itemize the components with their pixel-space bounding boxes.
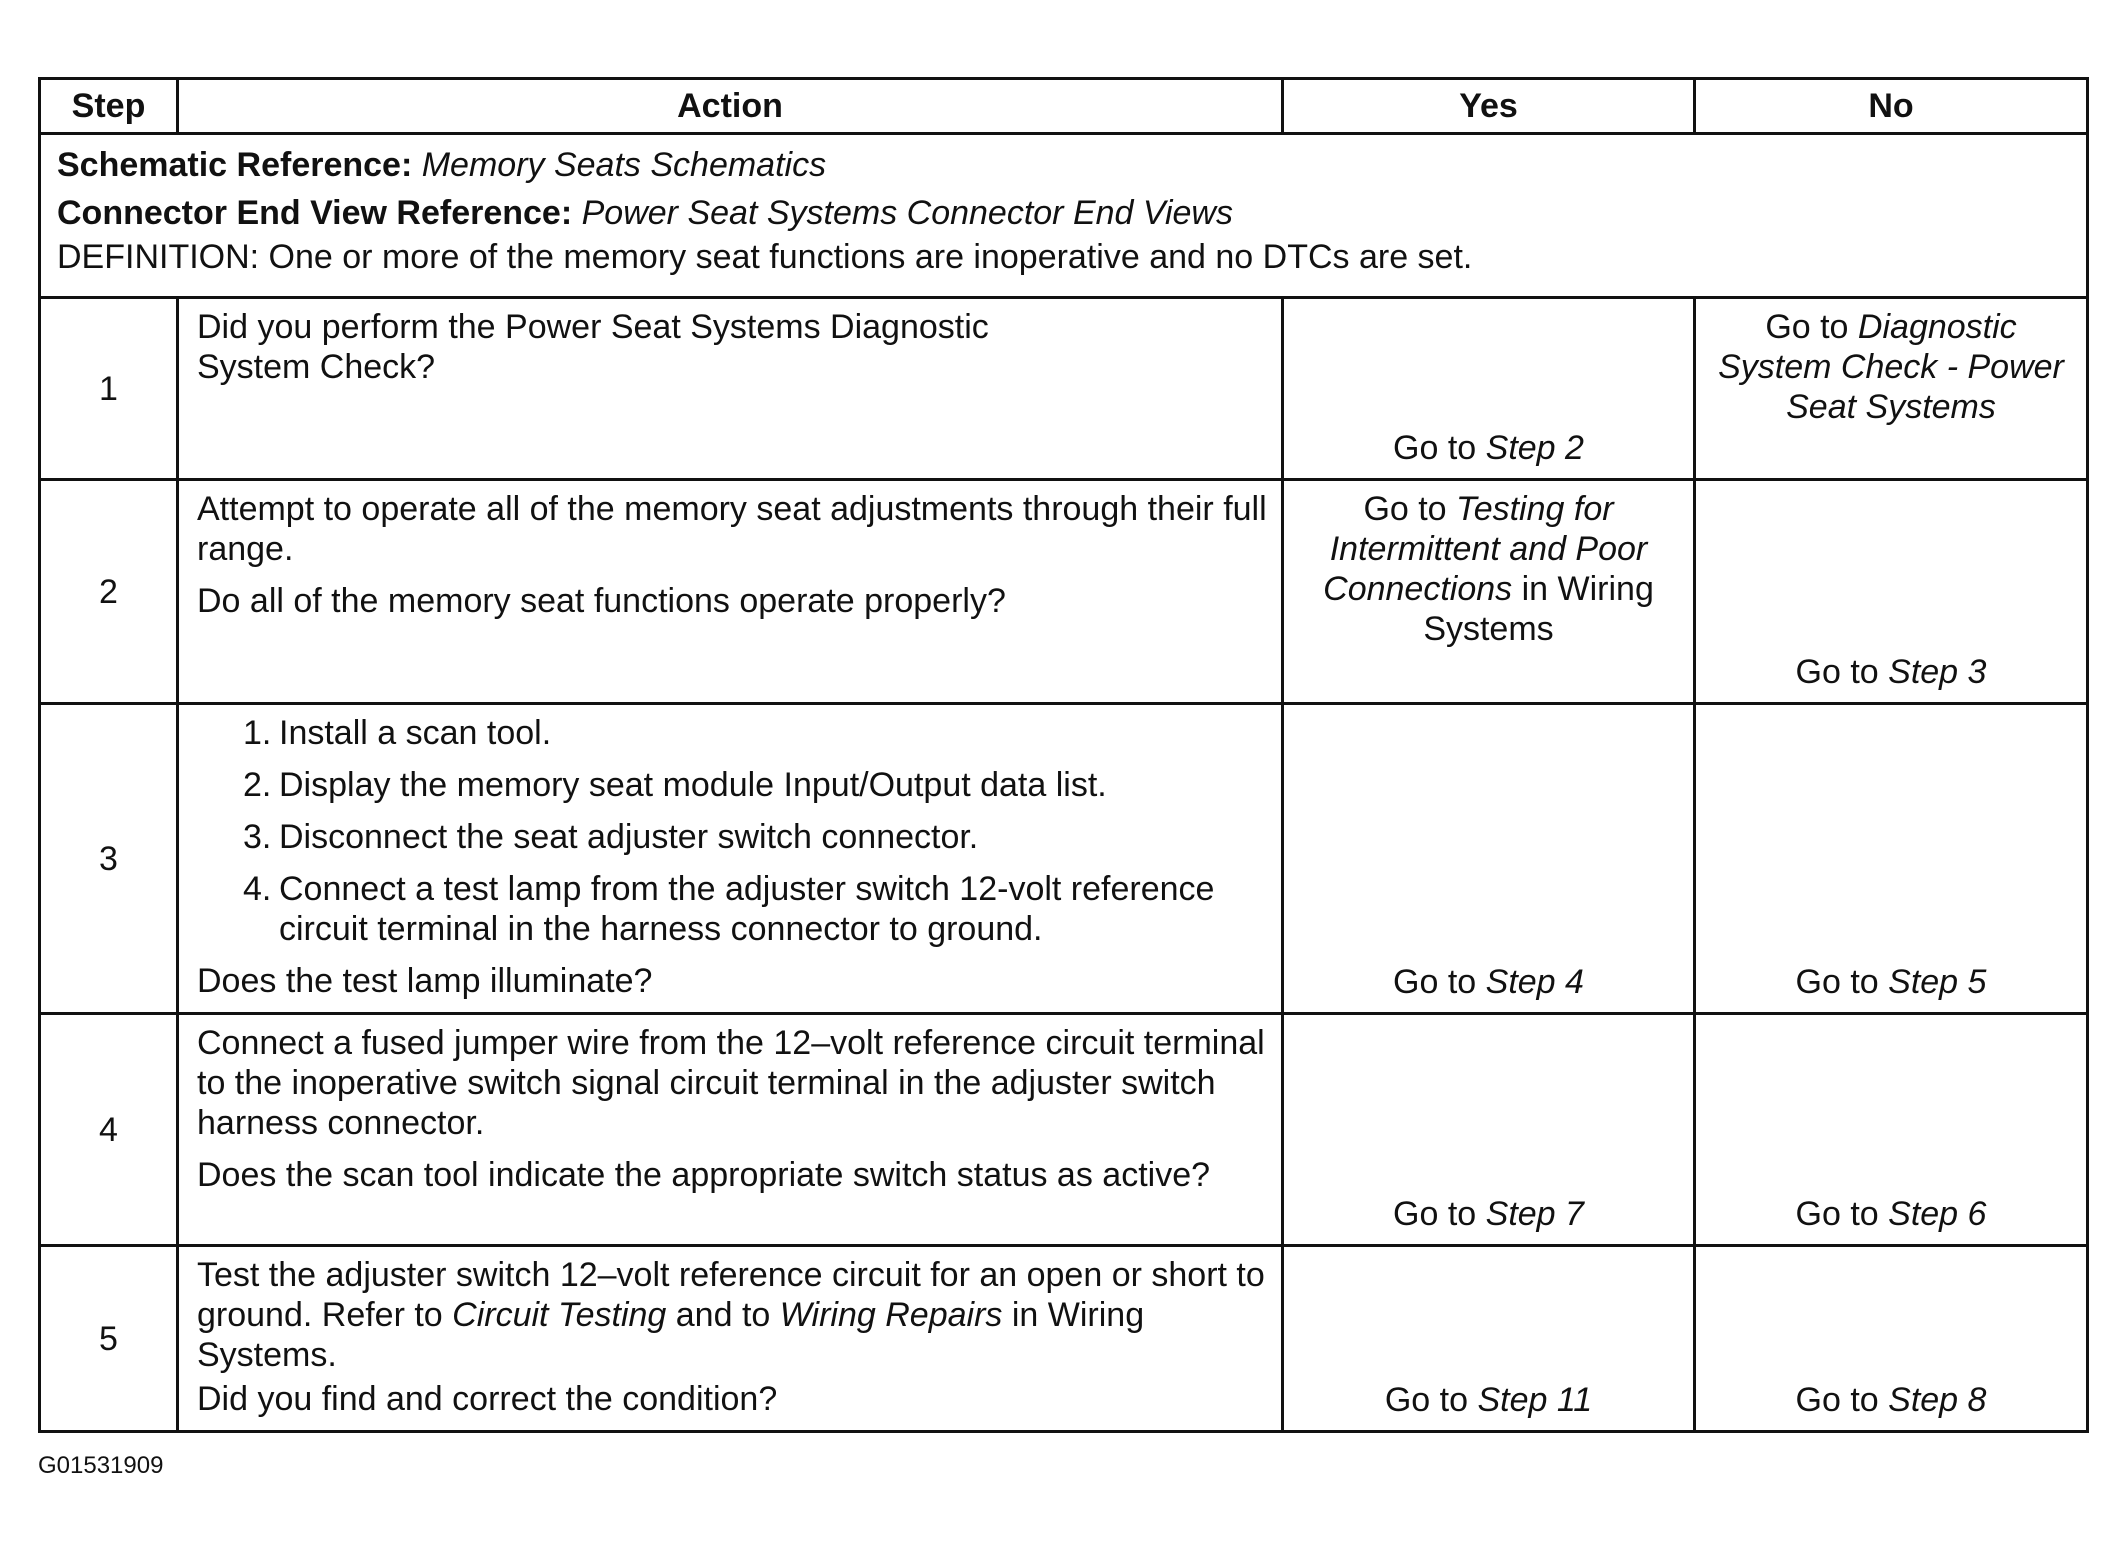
no-cell: [1695, 704, 2088, 1014]
header-yes: Yes: [1283, 79, 1695, 134]
header-step: Step: [40, 79, 178, 134]
action-text-b: and to: [666, 1296, 780, 1334]
action-question: Does the scan tool indicate the appropriate switch status as active?: [197, 1156, 1211, 1194]
step-number: 2: [40, 480, 178, 704]
action-text: [197, 1255, 1269, 1375]
action-question: Do all of the memory seat functions operate properly?: [197, 582, 1006, 620]
action-cell: [178, 1014, 1283, 1246]
step-number: 4: [40, 1014, 178, 1246]
action-question: Does the test lamp illuminate?: [197, 962, 653, 1000]
list-number: 1.: [243, 714, 272, 752]
action-text-c: in Wiring Systems.: [197, 1296, 1145, 1374]
action-cell: [178, 1246, 1283, 1432]
reference-cell: [40, 134, 2088, 298]
header-row: [40, 79, 2088, 134]
no-link[interactable]: Diagnostic System Check - Power Seat Systems: [1718, 308, 2064, 426]
table-row: [40, 298, 2088, 480]
list-text: Connect a test lamp from the adjuster switch 12-volt reference circuit terminal in the harness connector to ground.: [279, 870, 1215, 948]
action-text: Did you perform the Power Seat Systems Diagnostic System Check?: [197, 308, 989, 386]
table-row: [40, 480, 2088, 704]
list-item: [243, 713, 1269, 753]
yes-cell: [1283, 1014, 1695, 1246]
connector-reference: [57, 189, 2072, 237]
step-number: 3: [40, 704, 178, 1014]
table-row: [40, 704, 2088, 1014]
no-cell: [1695, 1014, 2088, 1246]
no-prefix: Go to: [1765, 308, 1858, 346]
yes-prefix: Go to: [1393, 429, 1486, 467]
action-question: Did you find and correct the condition?: [197, 1380, 778, 1418]
yes-link[interactable]: Step 2: [1485, 429, 1584, 467]
action-cell: [178, 298, 1283, 480]
list-number: 2.: [243, 766, 272, 804]
header-action: Action: [178, 79, 1283, 134]
connector-reference-label: Connector End View Reference:: [57, 194, 573, 232]
action-cell: [178, 704, 1283, 1014]
reference-row: [40, 134, 2088, 298]
connector-reference-link[interactable]: Power Seat Systems Connector End Views: [581, 194, 1233, 232]
list-item: [243, 869, 1269, 949]
yes-link[interactable]: Testing for Intermittent and Poor Connections: [1323, 490, 1648, 608]
table-row: [40, 1014, 2088, 1246]
action-text-a: Test the adjuster switch 12–volt reference circuit for an open or short to ground. Refer to: [197, 1256, 1265, 1334]
action-cell: [178, 480, 1283, 704]
header-no: No: [1695, 79, 2088, 134]
no-link[interactable]: Step 5: [1888, 963, 1987, 1001]
yes-prefix: Go to: [1393, 1195, 1486, 1233]
yes-suffix: in Wiring Systems: [1423, 570, 1654, 648]
yes-link[interactable]: Step 11: [1477, 1381, 1593, 1419]
list-number: 4.: [243, 870, 272, 908]
step-number: 1: [40, 298, 178, 480]
circuit-testing-link[interactable]: Circuit Testing: [452, 1296, 667, 1334]
definition-text: DEFINITION: One or more of the memory seat functions are inoperative and no DTCs are set.: [57, 238, 1473, 276]
yes-cell: [1283, 1246, 1695, 1432]
no-link[interactable]: Step 6: [1888, 1195, 1987, 1233]
list-item: [243, 817, 1269, 857]
yes-prefix: Go to: [1363, 490, 1457, 528]
no-cell: [1695, 480, 2088, 704]
yes-prefix: Go to: [1393, 963, 1486, 1001]
no-prefix: Go to: [1795, 653, 1889, 691]
no-link[interactable]: Step 3: [1888, 653, 1987, 691]
list-text: Disconnect the seat adjuster switch connector.: [279, 818, 979, 856]
no-link[interactable]: Step 8: [1888, 1381, 1987, 1419]
yes-cell: [1283, 480, 1695, 704]
schematic-reference-link[interactable]: Memory Seats Schematics: [421, 146, 827, 184]
wiring-repairs-link[interactable]: Wiring Repairs: [779, 1296, 1003, 1334]
list-number: 3.: [243, 818, 272, 856]
action-text: Connect a fused jumper wire from the 12–volt reference circuit terminal to the inoperative switch signal circuit terminal in the adjuster switch harness connector.: [197, 1024, 1265, 1142]
no-prefix: Go to: [1795, 963, 1889, 1001]
step-number: 5: [40, 1246, 178, 1432]
no-prefix: Go to: [1795, 1195, 1889, 1233]
yes-cell: [1283, 704, 1695, 1014]
schematic-reference: [57, 141, 2072, 189]
table-row: [40, 1246, 2088, 1432]
diagnostic-table: [38, 77, 2089, 1433]
schematic-reference-label: Schematic Reference:: [57, 146, 413, 184]
figure-id: G01531909: [38, 1452, 164, 1479]
yes-cell: [1283, 298, 1695, 480]
no-cell: [1695, 1246, 2088, 1432]
no-cell: [1695, 298, 2088, 480]
list-text: Display the memory seat module Input/Output data list.: [279, 766, 1107, 804]
action-text: Attempt to operate all of the memory seat adjustments through their full range.: [197, 490, 1267, 568]
yes-prefix: Go to: [1384, 1381, 1478, 1419]
no-prefix: Go to: [1795, 1381, 1889, 1419]
list-item: [243, 765, 1269, 805]
yes-link[interactable]: Step 7: [1485, 1195, 1584, 1233]
yes-link[interactable]: Step 4: [1485, 963, 1584, 1001]
list-text: Install a scan tool.: [279, 714, 552, 752]
